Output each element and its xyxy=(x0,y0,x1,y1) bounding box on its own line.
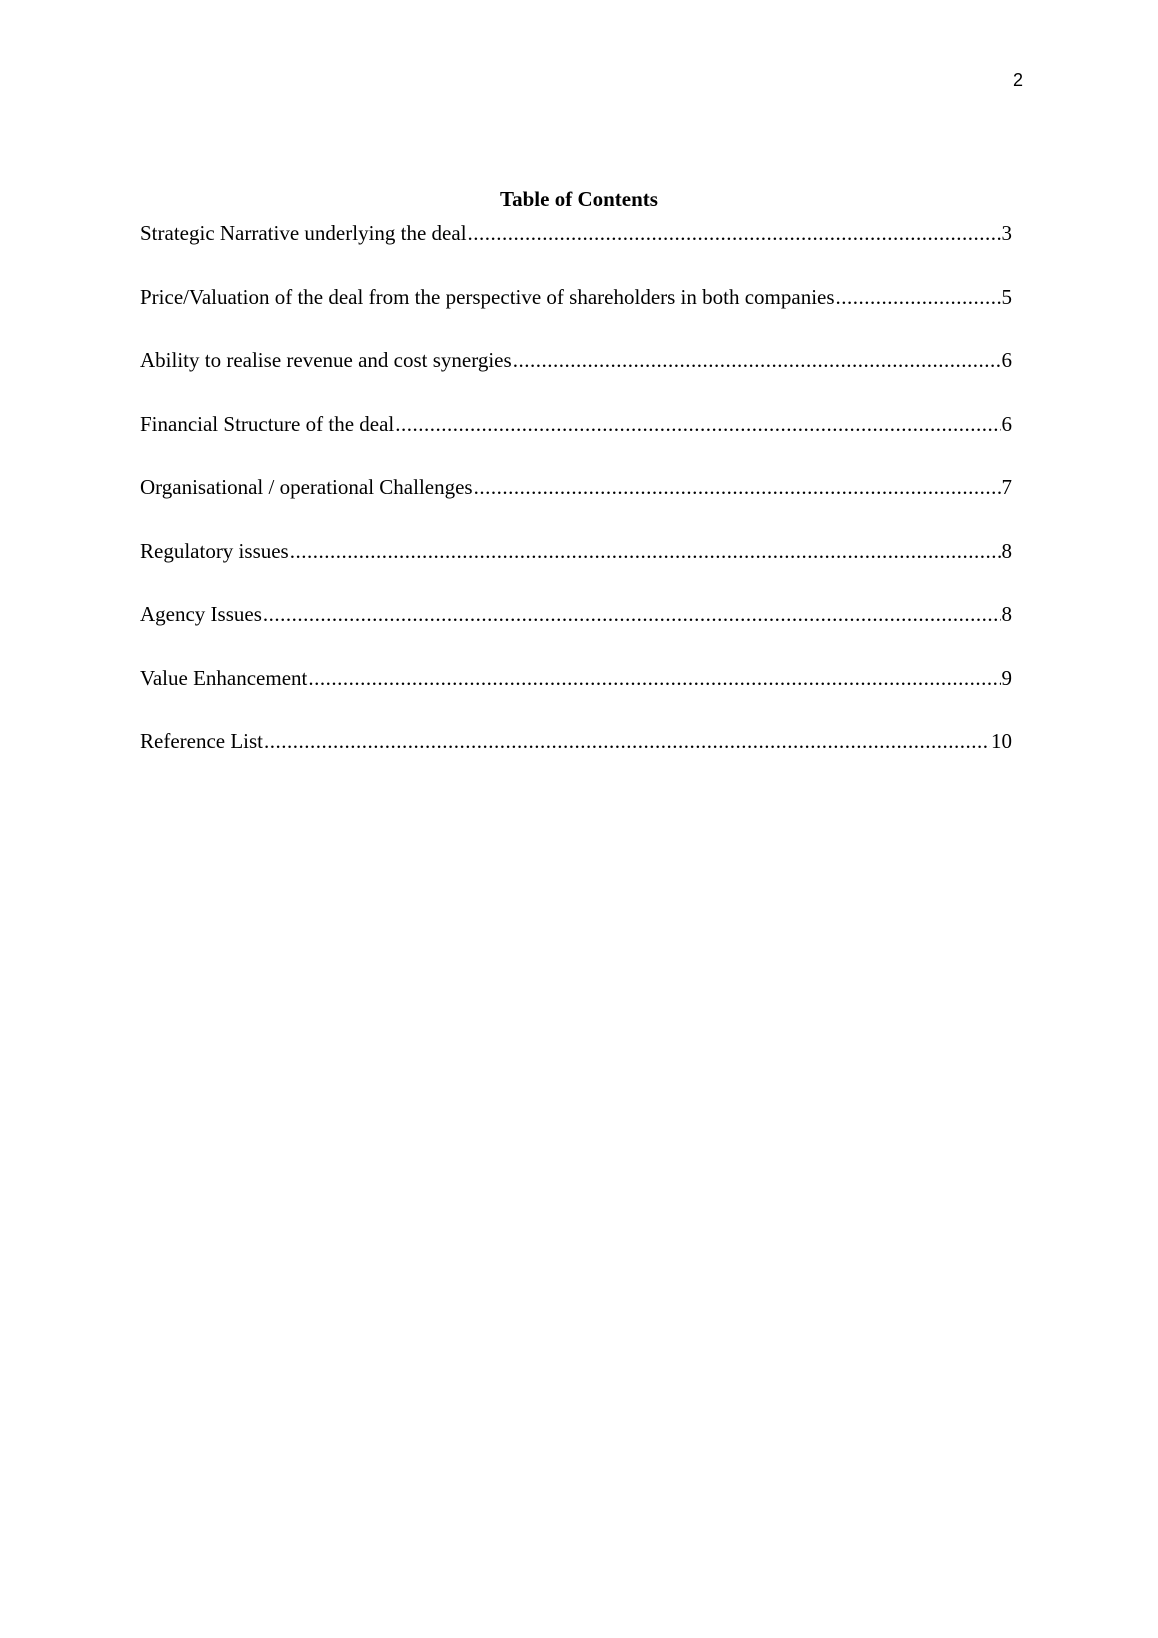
toc-entry-organisational-challenges[interactable] xyxy=(140,474,1012,538)
toc-entry-title: Strategic Narrative underlying the deal xyxy=(140,221,467,245)
dot-leader xyxy=(263,601,1001,627)
dot-leader xyxy=(308,665,1000,691)
toc-entry-title: Regulatory issues xyxy=(140,538,289,563)
toc-entry-reference-list[interactable] xyxy=(140,728,1012,792)
toc-entry-price-valuation[interactable] xyxy=(140,284,1012,348)
toc-entry-page: 6 xyxy=(1001,411,1012,436)
dot-leader xyxy=(468,220,1001,246)
toc-entry-title: Financial Structure of the deal xyxy=(140,411,395,436)
toc-entry-synergies[interactable] xyxy=(140,347,1012,411)
toc-entry-page: 8 xyxy=(1001,602,1012,626)
toc-entry-agency-issues[interactable] xyxy=(140,601,1012,665)
toc-entry-value-enhancement[interactable] xyxy=(140,665,1012,729)
toc-list xyxy=(140,220,1012,792)
toc-entry-title: Reference List xyxy=(140,729,264,753)
toc-entry-title: Agency Issues xyxy=(140,602,262,626)
toc-entry-page: 9 xyxy=(1001,665,1012,690)
toc-entry-title: Price/Valuation of the deal from the perspective of shareholders in both companies xyxy=(140,284,835,309)
toc-entry-page: 3 xyxy=(1001,221,1012,245)
toc-entry-strategic-narrative[interactable] xyxy=(140,220,1012,284)
toc-entry-page: 7 xyxy=(1001,475,1012,499)
toc-entry-title: Organisational / operational Challenges xyxy=(140,475,473,499)
page-number: 2 xyxy=(1012,70,1023,90)
toc-entry-page: 5 xyxy=(1001,284,1012,309)
dot-leader xyxy=(290,538,1001,564)
toc-entry-page: 8 xyxy=(1001,538,1012,563)
dot-leader xyxy=(474,474,1001,500)
dot-leader xyxy=(395,411,1000,437)
toc-entry-page: 6 xyxy=(1001,348,1012,372)
toc-entry-title: Value Enhancement xyxy=(140,665,308,690)
dot-leader xyxy=(513,347,1001,373)
dot-leader xyxy=(264,728,990,754)
toc-entry-page: 10 xyxy=(991,729,1012,753)
toc-title: Table of Contents xyxy=(500,187,658,211)
toc-entry-title: Ability to realise revenue and cost synergies xyxy=(140,348,512,372)
toc-entry-financial-structure[interactable] xyxy=(140,411,1012,475)
dot-leader xyxy=(836,284,1001,310)
toc-entry-regulatory-issues[interactable] xyxy=(140,538,1012,602)
